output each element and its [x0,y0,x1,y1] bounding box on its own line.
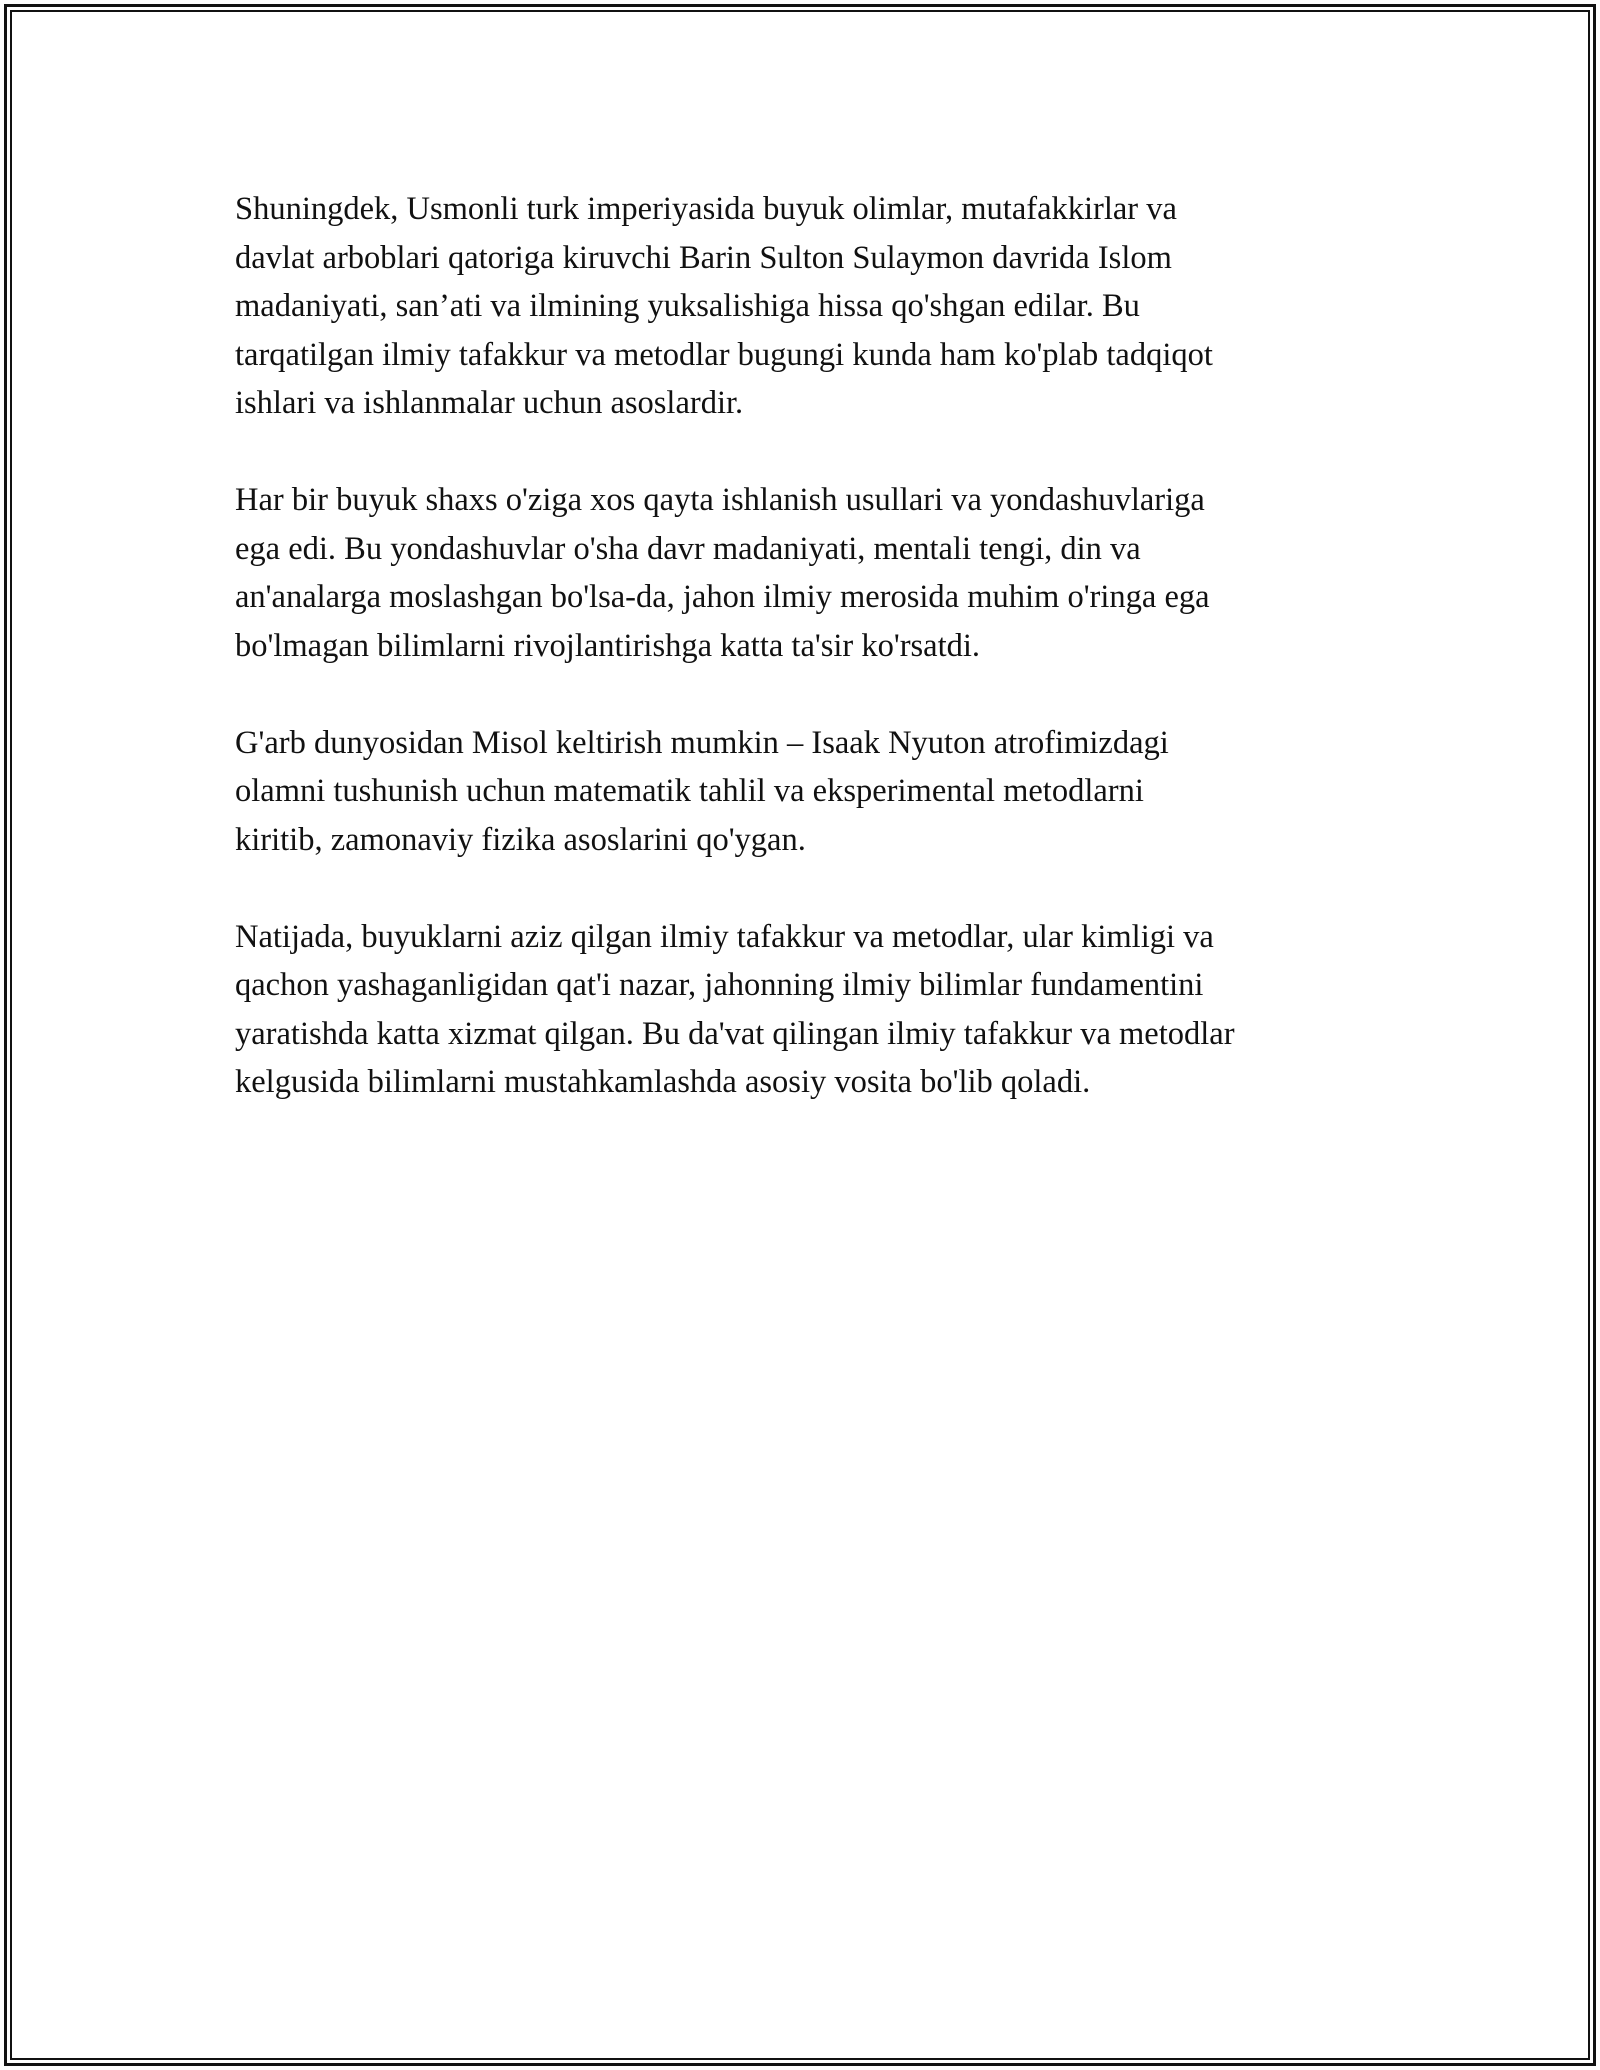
text-line: Har bir buyuk shaxs o'ziga xos qayta ishlanish usullari va yondashuvlariga [235,482,1205,518]
text-line: Natijada, buyuklarni aziz qilgan ilmiy tafakkur va metodlar, ular kimligi va [235,918,1214,955]
text-line: ishlari va ishlanmalar uchun asoslardir. [235,385,744,421]
paragraph-1 [235,185,1375,428]
text-line: madaniyati, san’ati va ilmining yuksalishiga hissa qo'shgan edilar. Bu [235,288,1140,324]
text-line: an'analarga moslashgan bo'lsa-da, jahon ilmiy merosida muhim o'ringa ega [235,579,1210,615]
text-line: kelgusida bilimlarni mustahkamlashda asosiy vosita bo'lib qoladi. [235,1064,1091,1100]
text-line: kiritib, zamonaviy fizika asoslarini qo'ygan. [235,821,806,858]
text-line: bo'lmagan bilimlarni rivojlantirishga katta ta'sir ko'rsatdi. [235,627,981,664]
paragraph-2 [235,476,1375,670]
text-line: G'arb dunyosidan Misol keltirish mumkin – Isaak Nyuton atrofimizdagi [235,724,1169,761]
text-line: qachon yashaganligidan qat'i nazar, jahonning ilmiy bilimlar fundamentini [235,967,1204,1003]
text-line: ega edi. Bu yondashuvlar o'sha davr madaniyati, mentali tengi, din va [235,530,1141,567]
text-line: tarqatilgan ilmiy tafakkur va metodlar bugungi kunda ham ko'plab tadqiqot [235,336,1213,373]
document-body [235,185,1375,1107]
text-line: Shuningdek, Usmonli turk imperiyasida buyuk olimlar, mutafakkirlar va [235,191,1177,227]
paragraph-4 [235,913,1375,1107]
text-line: yaratishda katta xizmat qilgan. Bu da'vat qilingan ilmiy tafakkur va metodlar [235,1015,1235,1052]
text-line: davlat arboblari qatoriga kiruvchi Barin Sulton Sulaymon davrida Islom [235,239,1172,276]
text-line: olamni tushunish uchun matematik tahlil va eksperimental metodlarni [235,773,1144,809]
paragraph-3 [235,719,1375,865]
